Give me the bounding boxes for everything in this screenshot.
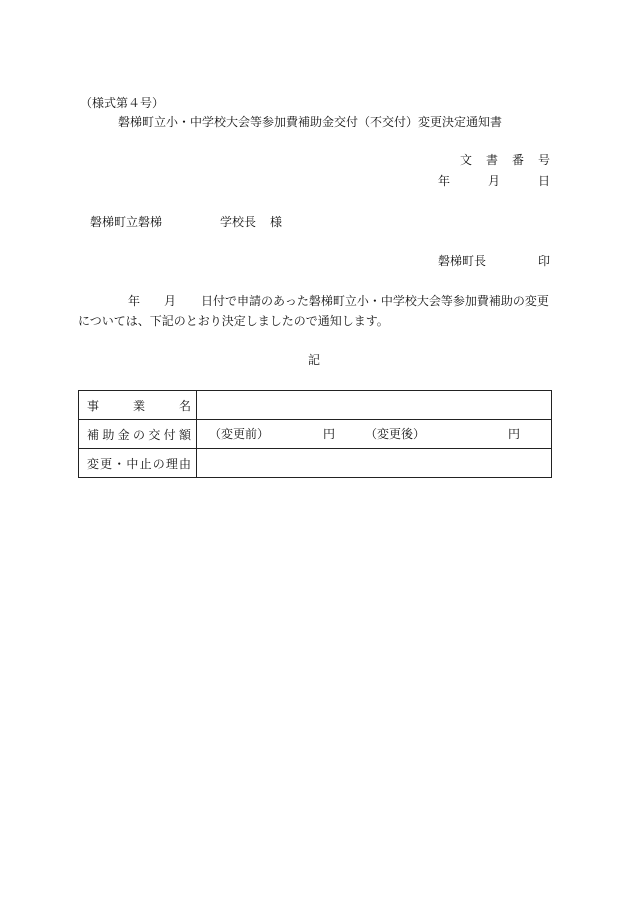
project-name-label: [79, 391, 197, 420]
label-char: 付: [163, 427, 176, 442]
doc-number-char: 文: [459, 153, 472, 167]
label-char: 止: [139, 456, 152, 471]
label-char: の: [152, 456, 165, 471]
label-char: 変: [87, 456, 100, 471]
recipient: [90, 215, 282, 229]
yen-unit-before: 円: [323, 427, 336, 441]
document-title: 磐梯町立小・中学校大会等参加費補助金交付（不交付）変更決定通知書: [118, 115, 503, 129]
body-line-2: については、下記のとおり決定しましたので通知します。: [78, 314, 389, 328]
body-year: 年: [128, 294, 141, 308]
date-month: 月: [487, 174, 500, 188]
grant-amount-value: [197, 420, 552, 449]
grant-amount-label: [79, 420, 197, 449]
change-reason-value: [197, 449, 552, 478]
ki-heading: 記: [308, 353, 321, 367]
yen-unit-after: 円: [508, 427, 521, 441]
label-char: 補: [87, 427, 100, 442]
body-line-1: [128, 294, 549, 308]
label-char: 助: [102, 427, 115, 442]
change-reason-label: [79, 449, 197, 478]
recipient-school: 磐梯町立磐梯: [90, 215, 163, 229]
sender-seal: 印: [537, 254, 550, 268]
sender-name: 磐梯町長: [437, 254, 486, 268]
label-char: 額: [178, 427, 191, 442]
label-char: 名: [178, 398, 191, 413]
date-day: 日: [537, 174, 550, 188]
label-char: 更: [100, 456, 113, 471]
after-change-label: （変更後）: [365, 427, 426, 441]
label-char: 理: [165, 456, 178, 471]
body-text-1: 日付で申請のあった磐梯町立小・中学校大会等参加費補助の変更: [201, 294, 549, 308]
label-char: 交: [148, 427, 161, 442]
label-char: 業: [132, 398, 145, 413]
doc-number-char: 号: [537, 153, 550, 167]
project-name-value: [197, 391, 552, 420]
date-year: 年: [437, 174, 450, 188]
table-row: [79, 449, 552, 478]
details-table: [78, 390, 552, 478]
before-change-label: （変更前）: [209, 427, 270, 441]
label-char: ・: [113, 456, 126, 471]
label-char: 由: [178, 456, 191, 471]
body-month: 月: [164, 294, 177, 308]
issue-date: [438, 174, 550, 188]
doc-number-char: 書: [485, 153, 498, 167]
label-char: の: [132, 427, 145, 442]
label-char: 金: [117, 427, 130, 442]
recipient-title: 学校長: [220, 215, 257, 229]
document-number: [460, 153, 550, 167]
label-char: 事: [87, 398, 100, 413]
table-row: [79, 420, 552, 449]
form-number-label: （様式第４号）: [80, 96, 165, 110]
recipient-honorific: 様: [270, 215, 283, 229]
table-row: [79, 391, 552, 420]
doc-number-char: 番: [511, 153, 524, 167]
sender: [438, 254, 550, 268]
label-char: 中: [126, 456, 139, 471]
